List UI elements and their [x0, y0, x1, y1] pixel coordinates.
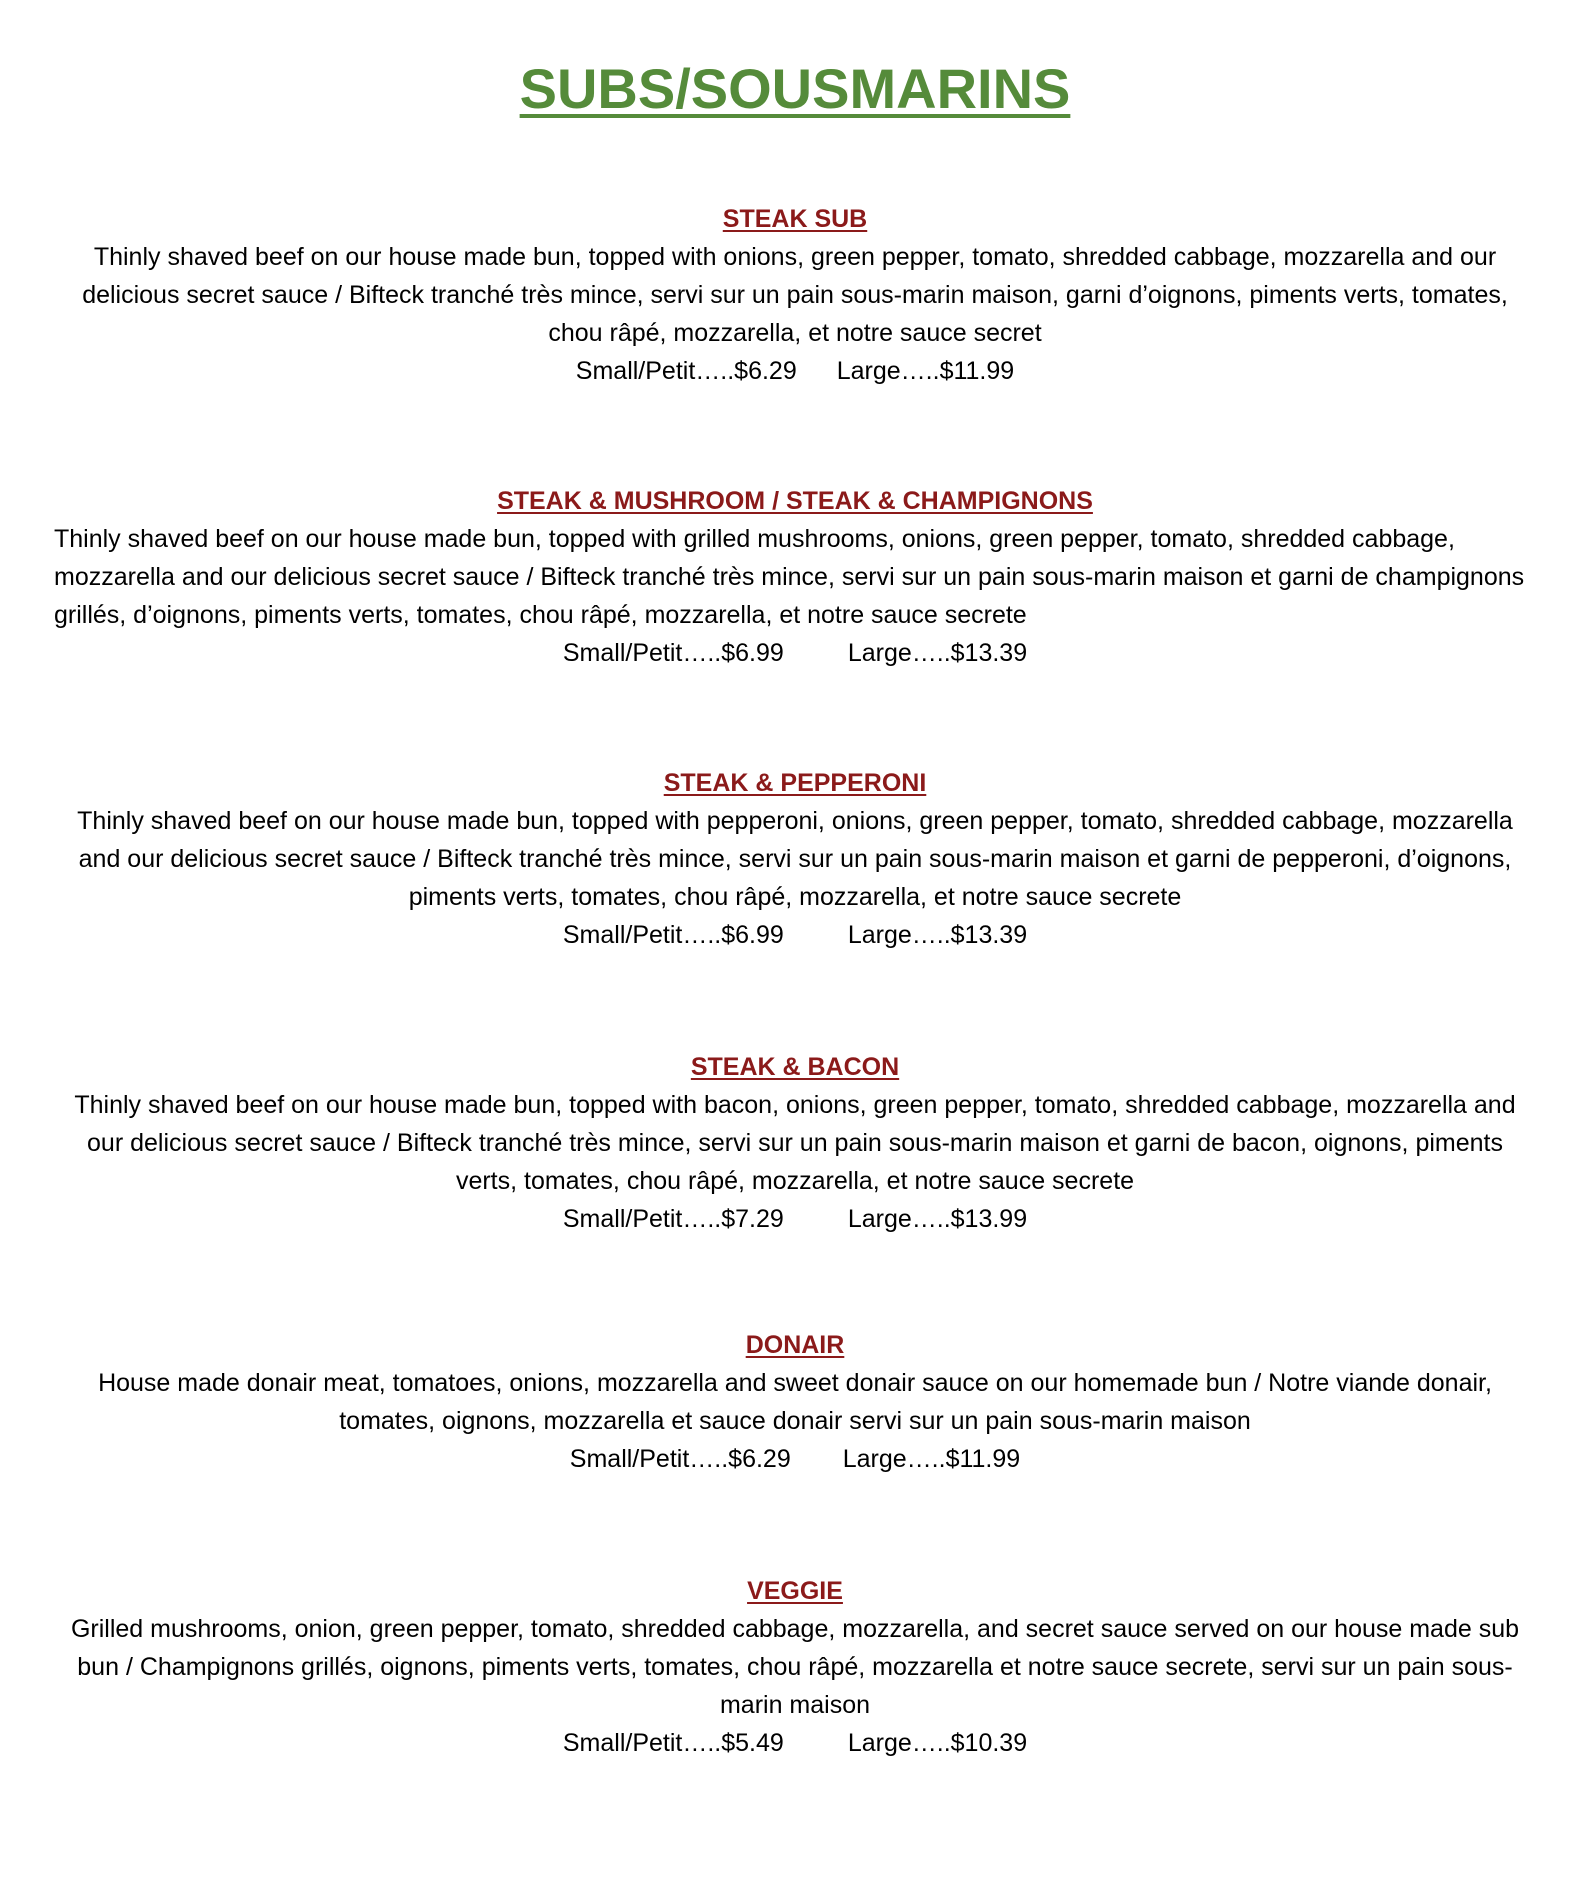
menu-item-title: STEAK & BACON — [690, 1053, 900, 1081]
menu-item-steak-pepperoni — [54, 764, 1536, 954]
menu-item-description: Thinly shaved beef on our house made bun, topped with bacon, onions, green pepper, tomato, shredded cabbage, mozzarella and our delicious secret sauce / Bifteck tranché très mince, servi sur un pain sous-marin maison et garni de bacon, oignons, piments verts, tomates, chou râpé, mozzarella, et notre sauce secrete — [74, 1091, 1516, 1195]
menu-item-prices — [54, 1200, 1536, 1238]
price-large: Large…..$13.39 — [847, 639, 1028, 667]
menu-item-steak-bacon — [54, 1048, 1536, 1238]
price-small: Small/Petit…..$6.29 — [569, 1445, 791, 1473]
menu-item-prices — [54, 1724, 1536, 1762]
menu-item-prices — [54, 1440, 1536, 1478]
menu-item-title: VEGGIE — [747, 1577, 843, 1605]
price-large: Large…..$13.99 — [847, 1205, 1028, 1233]
menu-item-veggie — [54, 1572, 1536, 1762]
price-large: Large…..$11.99 — [836, 357, 1015, 385]
menu-item-steak-mushroom — [54, 482, 1536, 672]
menu-item-description: Grilled mushrooms, onion, green pepper, tomato, shredded cabbage, mozzarella, and secret sauce served on our house made sub bun / Champignons grillés, oignons, piments verts, tomates, chou râpé, mozzarella et notre sauce secrete, servi sur un pain sous-marin maison — [70, 1615, 1520, 1719]
menu-item-prices — [54, 352, 1536, 390]
price-small: Small/Petit…..$6.29 — [575, 357, 797, 385]
page-title: SUBS/SOUSMARINS — [519, 57, 1071, 120]
menu-item-prices — [54, 634, 1536, 672]
menu-item-title: STEAK & MUSHROOM / STEAK & CHAMPIGNONS — [497, 487, 1093, 515]
price-small: Small/Petit…..$7.29 — [562, 1205, 784, 1233]
menu-item-title: STEAK SUB — [722, 205, 868, 233]
price-small: Small/Petit…..$5.49 — [562, 1729, 784, 1757]
menu-item-description: House made donair meat, tomatoes, onions, mozzarella and sweet donair sauce on our homemade bun / Notre viande donair, tomates, oignons, mozzarella et sauce donair servi sur un pain sous-marin maison — [98, 1369, 1492, 1435]
price-small: Small/Petit…..$6.99 — [562, 921, 784, 949]
price-large: Large…..$13.39 — [847, 921, 1028, 949]
menu-item-title: STEAK & PEPPERONI — [663, 769, 927, 797]
menu-item-description: Thinly shaved beef on our house made bun, topped with pepperoni, onions, green pepper, tomato, shredded cabbage, mozzarella and our delicious secret sauce / Bifteck tranché très mince, servi sur un pain sous-marin maison et garni de pepperoni, d’oignons, piments verts, tomates, chou râpé, mozzarella, et notre sauce secrete — [77, 807, 1513, 911]
price-large: Large…..$10.39 — [847, 1729, 1028, 1757]
menu-item-description: Thinly shaved beef on our house made bun, topped with grilled mushrooms, onions, green pepper, tomato, shredded cabbage, mozzarella and our delicious secret sauce / Bifteck tranché très mince, servi sur un pain sous-marin maison et garni de champignons grillés, d’oignons, piments verts, tomates, chou râpé, mozzarella, et notre sauce secrete — [54, 525, 1525, 629]
menu-item-prices — [54, 916, 1536, 954]
price-large: Large…..$11.99 — [842, 1445, 1021, 1473]
menu-item-donair — [54, 1326, 1536, 1478]
price-small: Small/Petit…..$6.99 — [562, 639, 784, 667]
menu-item-steak-sub — [54, 200, 1536, 390]
menu-item-description: Thinly shaved beef on our house made bun, topped with onions, green pepper, tomato, shredded cabbage, mozzarella and our delicious secret sauce / Bifteck tranché très mince, servi sur un pain sous-marin maison, garni d’oignons, piments verts, tomates, chou râpé, mozzarella, et notre sauce secret — [82, 243, 1508, 347]
menu-item-title: DONAIR — [745, 1331, 845, 1359]
